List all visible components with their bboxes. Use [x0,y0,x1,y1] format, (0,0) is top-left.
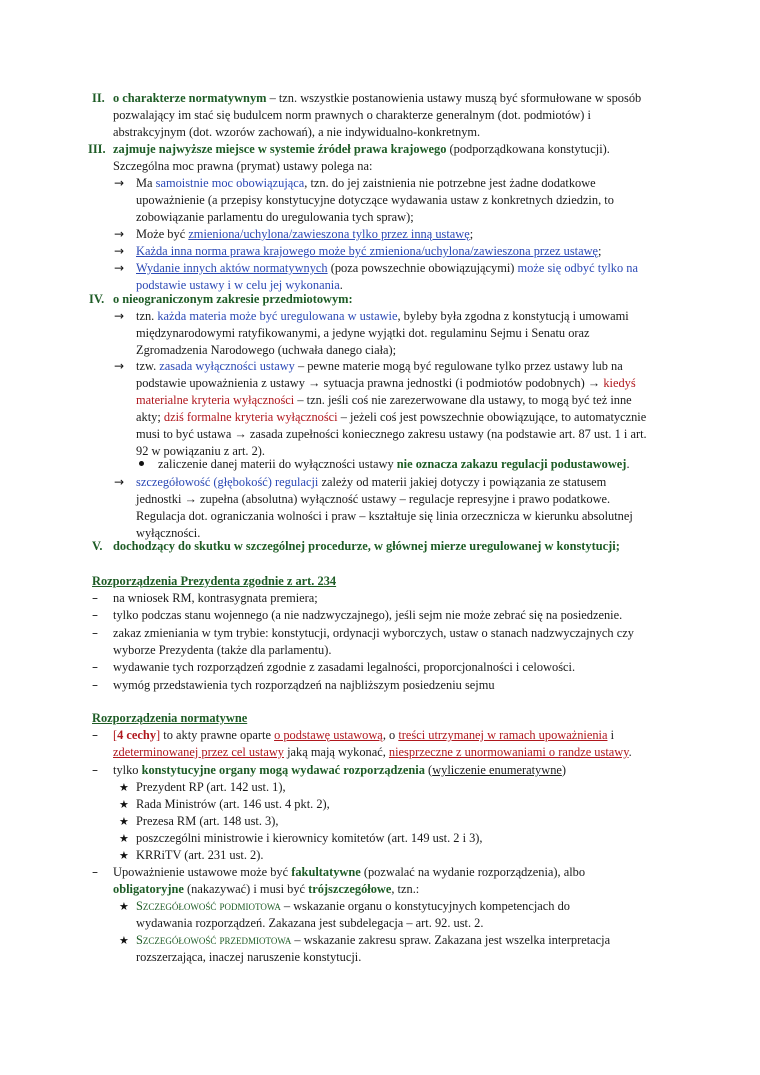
text-line: o charakterze normatywnym – tzn. wszystkie postanowienia ustawy muszą być sformułowane w sposób [113,91,642,105]
arrow-bullet: → [114,261,125,275]
text-line: pozwalający im stać się budulcem norm prawnych o charakterze generalnym (dot. podmiotów) i [113,108,591,122]
star-bullet: ★ [119,815,129,828]
dash-bullet: – [92,728,98,742]
dash-bullet: – [92,763,98,777]
list-subitem: Prezesa RM (art. 148 ust. 3), [136,814,279,828]
text-line: abstrakcyjnym (dot. wzorów zachowań), a nie indywidualno-konkretnym. [113,125,481,139]
term-najwyzsze-miejsce: zajmuje najwyższe miejsce w systemie źródeł prawa krajowego [113,142,447,156]
roman-numeral-iii: III. [88,142,106,156]
list-subitem: Prezydent RP (art. 142 ust. 1), [136,780,286,794]
list-subitem: KRRiTV (art. 231 ust. 2). [136,848,264,862]
star-bullet: ★ [119,781,129,794]
list-item: szczegółowość (głębokość) regulacji zależy od materii jakiej dotyczy i powiązania ze statusem jednostki → zupełna (absolutna) wyłączność ustawy – regulacje represyjne i prawo podatkowe. Regulacja dot. ograniczania wolności i praw – kształtuje się linia orzecznicza w kierunku absolutnej wyłączności. [136,475,633,540]
list-item: tylko konstytucyjne organy mogą wydawać rozporządzenia (wyliczenie enumeratywne) [113,763,567,777]
dash-bullet: – [92,591,98,605]
list-subitem: Szczegółowość podmiotowa – wskazanie organu o konstytucyjnych kompetencjach do wydawania rozporządzeń. Zakazana jest subdelegacja – art. 92. ust. 2. [136,899,570,930]
dash-bullet: – [92,865,98,879]
star-bullet: ★ [119,832,129,845]
list-item: Każda inna norma prawa krajowego może być zmieniona/uchylona/zawieszona przez ustawę; [136,244,602,258]
list-item: [4 cechy] to akty prawne oparte o podstawę ustawową, o treści utrzymanej w ramach upoważnienia i zdeterminowanej przez cel ustawy jaką mają wykonać, niesprzeczne z unormowaniami o randze ustawy. [113,728,632,759]
term-normatywny: o charakterze normatywnym [113,91,267,105]
star-bullet: ★ [119,900,129,913]
star-bullet: ★ [119,798,129,811]
dash-bullet: – [92,678,98,692]
roman-numeral-ii: II. [92,91,105,105]
text-line: zajmuje najwyższe miejsce w systemie źródeł prawa krajowego (podporządkowana konstytucji). [113,142,610,156]
dash-bullet: – [92,660,98,674]
heading-rozporzadzenia-prezydenta: Rozporządzenia Prezydenta zgodnie z art. 234 [92,574,337,588]
list-item: Upoważnienie ustawowe może być fakultatywne (pozwalać na wydanie rozporządzenia), albo obligatoryjne (nakazywać) i musi być trójszczegółowe, tzn.: [113,865,586,896]
star-bullet: ★ [119,934,129,947]
roman-numeral-iv: IV. [89,292,105,306]
arrow-bullet: → [114,359,125,373]
arrow-bullet: → [114,227,125,241]
section-iv-heading [113,291,670,308]
list-item: tzw. zasada wyłączności ustawy – pewne materie mogą być regulowane tylko przez ustawy lub na podstawie upoważnienia z ustawy → sytuacja prawna jednostki (i podmiotów podobnych) → kiedyś materialne kryteria wyłączności – tzn. jeśli coś nie zarezerwowane dla ustawy, to mogą być też inne akty; dziś formalne kryteria wyłączności – jeżeli coś jest powszechnie obowiązujące, to automatycznie musi to być ustawa → zasada zupełności koniecznego zakresu ustawy (na podstawie art. 87 ust. 1 i art. 92 w powiązaniu z art. 2). [136,359,647,458]
arrow-bullet: → [114,176,125,190]
dash-bullet: – [92,626,98,640]
section-iii-text [113,141,670,175]
bullet-dot [139,461,144,466]
section-v-text [113,538,670,555]
term-procedura: dochodzący do skutku w szczególnej procedurze, w głównej mierze uregulowanej w konstytucji; [113,539,620,553]
list-item: tzn. każda materia może być uregulowana w ustawie, byleby była zgodna z konstytucją i umowami międzynarodowymi ratyfikowanymi, a jedyne wyjątki dot. regulaminu Sejmu i Senatu oraz Zgromadzenia Narodowego (uchwała danego ciała); [136,309,629,357]
term-nieograniczony: o nieograniczonym zakresie przedmiotowym: [113,292,353,306]
star-bullet: ★ [119,849,129,862]
list-item: Ma samoistnie moc obowiązująca, tzn. do jej zaistnienia nie potrzebne jest żadne dodatkowe upoważnienie (a przepisy konstytucyjne dotyczące wydawania ustaw z konkretnych dziedzin, to zobowiązanie parlamentu do uregulowania tych spraw); [136,176,614,224]
list-item: zakaz zmieniania w tym trybie: konstytucji, ordynacji wyborczych, ustaw o stanach nadzwyczajnych czy wyborze Prezydenta (także dla parlamentu). [113,626,634,657]
arrow-bullet: → [114,309,125,323]
heading-rozporzadzenia-normatywne: Rozporządzenia normatywne [92,711,248,725]
list-item: wydawanie tych rozporządzeń zgodnie z zasadami legalności, proporcjonalności i celowości. [113,660,576,674]
list-subitem: zaliczenie danej materii do wyłączności ustawy nie oznacza zakazu regulacji podustawowej. [158,457,630,471]
arrow-bullet: → [114,244,125,258]
section-ii-text [113,90,670,141]
roman-numeral-v: V. [92,539,103,553]
dash-bullet: – [92,608,98,622]
list-subitem: Szczegółowość przedmiotowa – wskazanie zakresu spraw. Zakazana jest wszelka interpretacja rozszerzająca, inaczej naruszenie konstytucji. [136,933,611,964]
list-item: Wydanie innych aktów normatywnych (poza powszechnie obowiązującymi) może się odbyć tylko na podstawie ustawy i w celu jej wykonania. [136,261,638,292]
list-subitem: poszczególni ministrowie i kierownicy komitetów (art. 149 ust. 2 i 3), [136,831,483,845]
list-item: na wniosek RM, kontrasygnata premiera; [113,591,318,605]
text-line: Szczególna moc prawna (prymat) ustawy polega na: [113,159,373,173]
arrow-bullet: → [114,475,125,489]
list-item: Może być zmieniona/uchylona/zawieszona tylko przez inną ustawę; [136,227,474,241]
list-item: wymóg przedstawienia tych rozporządzeń na najbliższym posiedzeniu sejmu [113,678,495,692]
list-subitem: Rada Ministrów (art. 146 ust. 4 pkt. 2), [136,797,330,811]
list-item: tylko podczas stanu wojennego (a nie nadzwyczajnego), jeśli sejm nie może zebrać się na posiedzenie. [113,608,623,622]
